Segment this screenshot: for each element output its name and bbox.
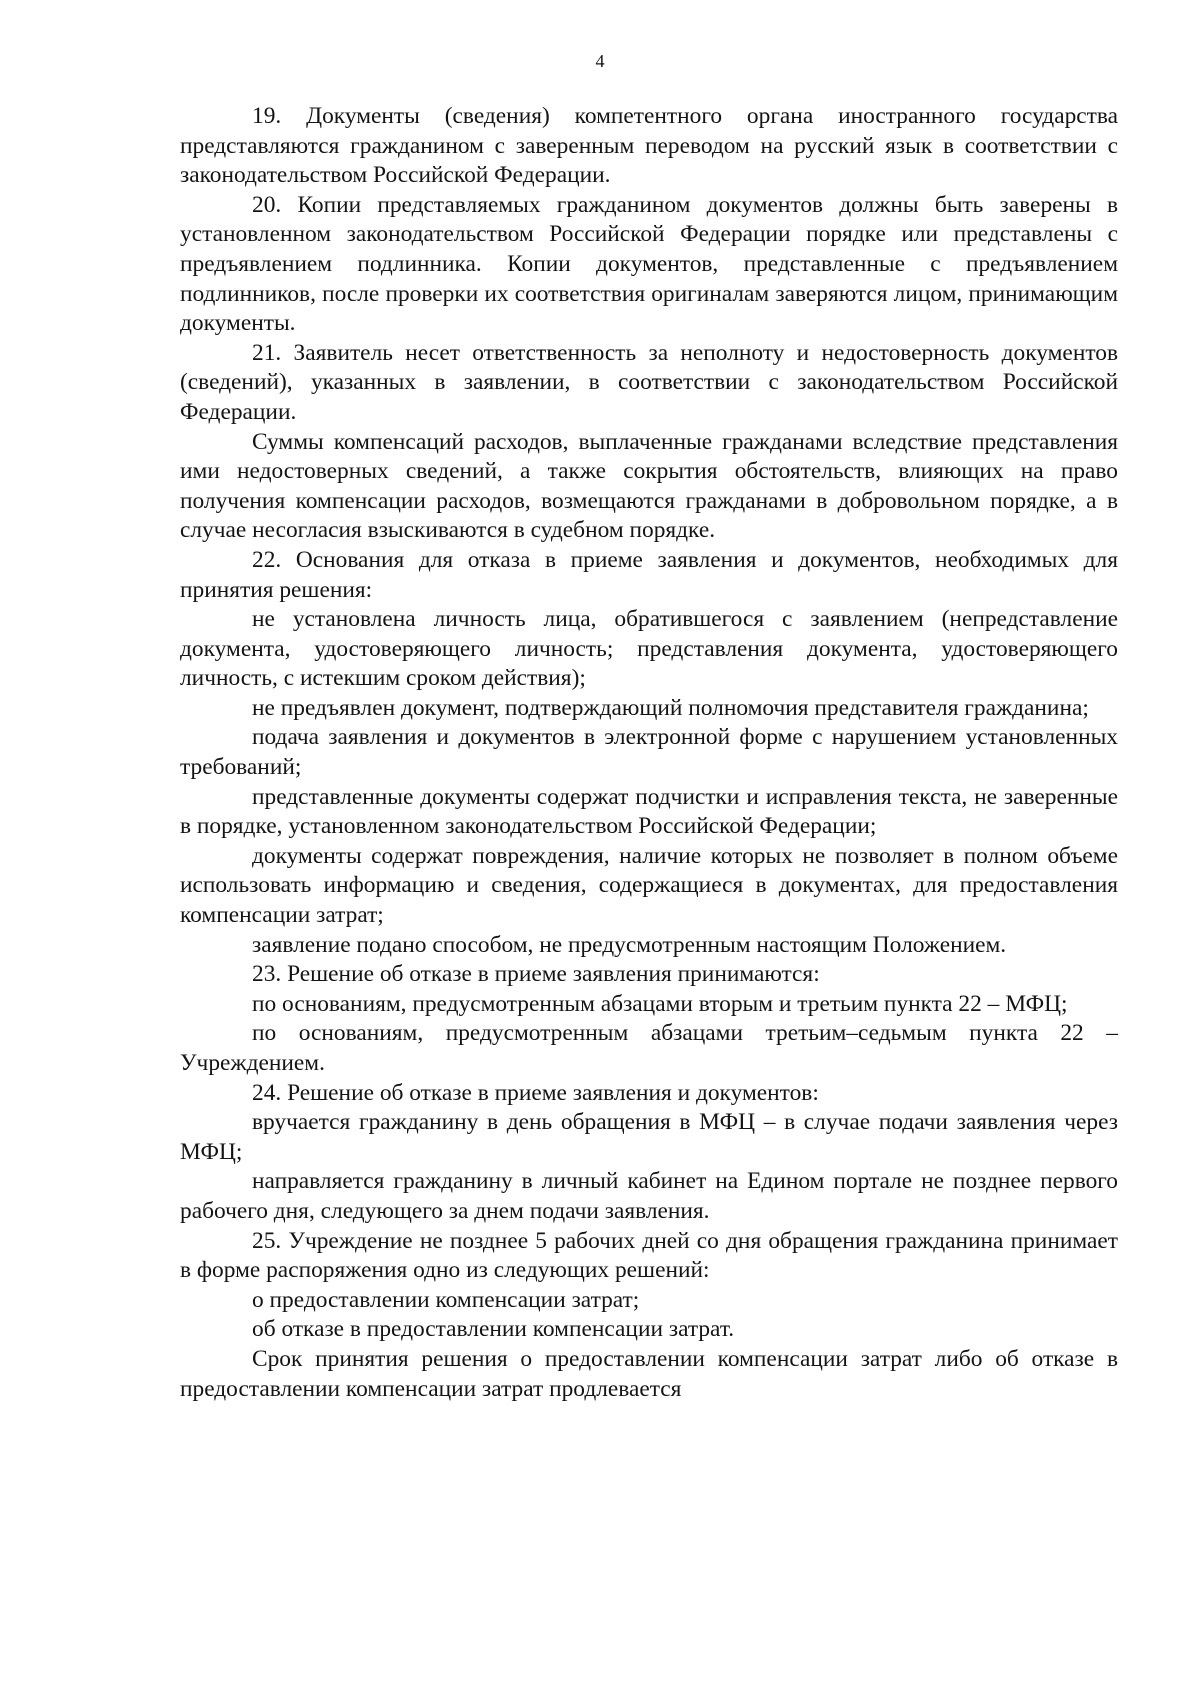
paragraph-25-item-refusal: об отказе в предоставлении компенсации затрат. — [252, 1316, 735, 1343]
paragraph-22-item-damage: документы содержат повреждения, наличие которых не позволяет в полном объеме использовать информацию и сведения, содержащиеся в документах, для предоставления компенсации затрат; — [180, 842, 1118, 929]
paragraph-25: 25. Учреждение не позднее 5 рабочих дней со дня обращения гражданина принимает в форме распоряжения одно из следующих решений: — [180, 1227, 1118, 1284]
paragraph-23: 23. Решение об отказе в приеме заявления принимаются: — [252, 961, 820, 988]
paragraph-21: 21. Заявитель несет ответственность за неполноту и недостоверность документов (сведений), указанных в заявлении, в соответствии с законодательством Российской Федерации. — [180, 339, 1118, 425]
paragraph-25-item-grant: о предоставлении компенсации затрат; — [252, 1286, 640, 1313]
paragraph-24-item-mfc: вручается гражданину в день обращения в МФЦ – в случае подачи заявления через МФЦ; — [180, 1109, 1118, 1165]
paragraph-24-item-portal: направляется гражданину в личный кабинет на Едином портале не позднее первого рабочего дня, следующего за днем подачи заявления. — [180, 1168, 1118, 1224]
paragraph-22: 22. Основания для отказа в приеме заявления и документов, необходимых для принятия решения: — [180, 546, 1118, 603]
paragraph-23-item-mfc: по основаниям, предусмотренным абзацами вторым и третьим пункта 22 – МФЦ; — [252, 990, 1068, 1017]
paragraph-19: 19. Документы (сведения) компетентного органа иностранного государства представляются гражданином с заверенным переводом на русский язык в соответствии с законодательством Российской Федерации. — [180, 103, 1118, 189]
paragraph-21-compensation-sums: Суммы компенсаций расходов, выплаченные гражданами вследствие представления ими недостоверных сведений, а также сокрытия обстоятельств, влияющих на право получения компенсации расходов, возмещаются гражданами в добровольном порядке, а в случае несогласия взыскиваются в судебном порядке. — [180, 428, 1118, 544]
paragraph-20: 20. Копии представляемых гражданином документов должны быть заверены в установленном законодательством Российской Федерации порядке или представлены с предъявлением подлинника. Копии документов, представленные с предъявлением подлинников, после проверки их соответствия оригиналам заверяются лицом, принимающим документы. — [180, 191, 1118, 337]
paragraph-22-item-identity: не установлена личность лица, обратившегося с заявлением (непредставление документа, удостоверяющего личность; представления документа, удостоверяющего личность, с истекшим сроком действия); — [180, 606, 1118, 692]
paragraph-24: 24. Решение об отказе в приеме заявления и документов: — [252, 1079, 819, 1106]
paragraph-22-item-authority: не предъявлен документ, подтверждающий полномочия представителя гражданина; — [252, 694, 1089, 721]
paragraph-22-item-method: заявление подано способом, не предусмотренным настоящим Положением. — [252, 931, 1007, 958]
document-body — [180, 102, 1118, 1404]
paragraph-23-item-institution: по основаниям, предусмотренным абзацами третьим–седьмым пункта 22 – Учреждением. — [180, 1020, 1118, 1076]
paragraph-22-item-corrections: представленные документы содержат подчистки и исправления текста, не заверенные в порядке, установленном законодательством Российской Федерации; — [180, 783, 1118, 840]
paragraph-25-term: Срок принятия решения о предоставлении компенсации затрат либо об отказе в предоставлении компенсации затрат продлевается — [180, 1345, 1118, 1402]
paragraph-22-item-electronic: подача заявления и документов в электронной форме с нарушением установленных требований; — [180, 724, 1118, 781]
page-number: 4 — [595, 51, 605, 71]
